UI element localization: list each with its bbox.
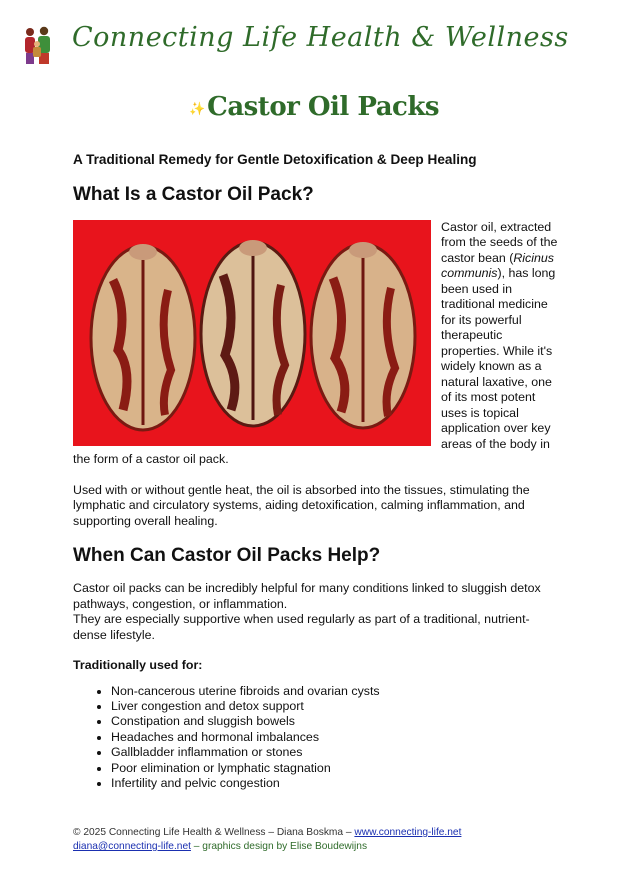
list-label: Traditionally used for: [73,658,203,672]
latin-name: Ricinus communis [441,250,554,280]
list-item: • Infertility and pelvic congestion [111,776,563,791]
main-content [73,150,563,791]
paragraph-supportive: They are especially supportive when used regularly as part of a traditional, nutrient-dense lifestyle. [73,612,530,642]
uses-list [73,684,563,792]
page-footer [73,826,593,854]
section-heading-when-help: When Can Castor Oil Packs Help? [73,545,381,566]
list-item: • Gallbladder inflammation or stones [111,745,563,760]
list-item: • Poor elimination or lymphatic stagnation [111,761,563,776]
list-item: • Liver congestion and detox support [111,699,563,714]
paragraph-conditions: Castor oil packs can be incredibly helpful for many conditions linked to sluggish detox pathways, congestion, or inflammation. [73,581,541,611]
website-link[interactable]: www.connecting-life.net [354,827,462,838]
castor-beans-photo [73,220,431,446]
paragraph-absorption: Used with or without gentle heat, the oil is absorbed into the tissues, stimulating the lymphatic and circulatory systems, aiding detoxification, calming inflammation, and supporting overall healing. [73,482,530,528]
email-link[interactable]: diana@connecting-life.net [73,841,191,852]
list-item: • Headaches and hormonal imbalances [111,730,563,745]
section-heading-what-is: What Is a Castor Oil Pack? [73,183,314,205]
page-header [0,0,628,80]
footer-line-1: © 2025 Connecting Life Health & Wellness – Diana Boskma – www.connecting-life.net [73,827,462,838]
list-item: • Constipation and sluggish bowels [111,714,563,729]
paragraph-castor-oil-intro: Castor oil, extracted from the seeds of the castor bean (Ricinus communis), has long been used in traditional medicine for its powerful therapeutic properties. While it's widely known as a natural laxative, one of its most potent uses is topical application over key areas of the body in the form of a castor oil pack. [73,219,558,466]
brand-name: Connecting Life Health & Wellness [72,22,569,53]
sparkle-icon: ✨ [188,101,206,116]
list-item: • Non-cancerous uterine fibroids and ovarian cysts [111,684,563,699]
subtitle: A Traditional Remedy for Gentle Detoxification & Deep Healing [73,152,477,167]
footer-line-2: diana@connecting-life.net – graphics design by Elise Boudewijns [73,841,368,852]
family-figures-icon [20,24,56,66]
document-title: Castor Oil Packs [207,92,440,122]
title-row [0,92,628,122]
